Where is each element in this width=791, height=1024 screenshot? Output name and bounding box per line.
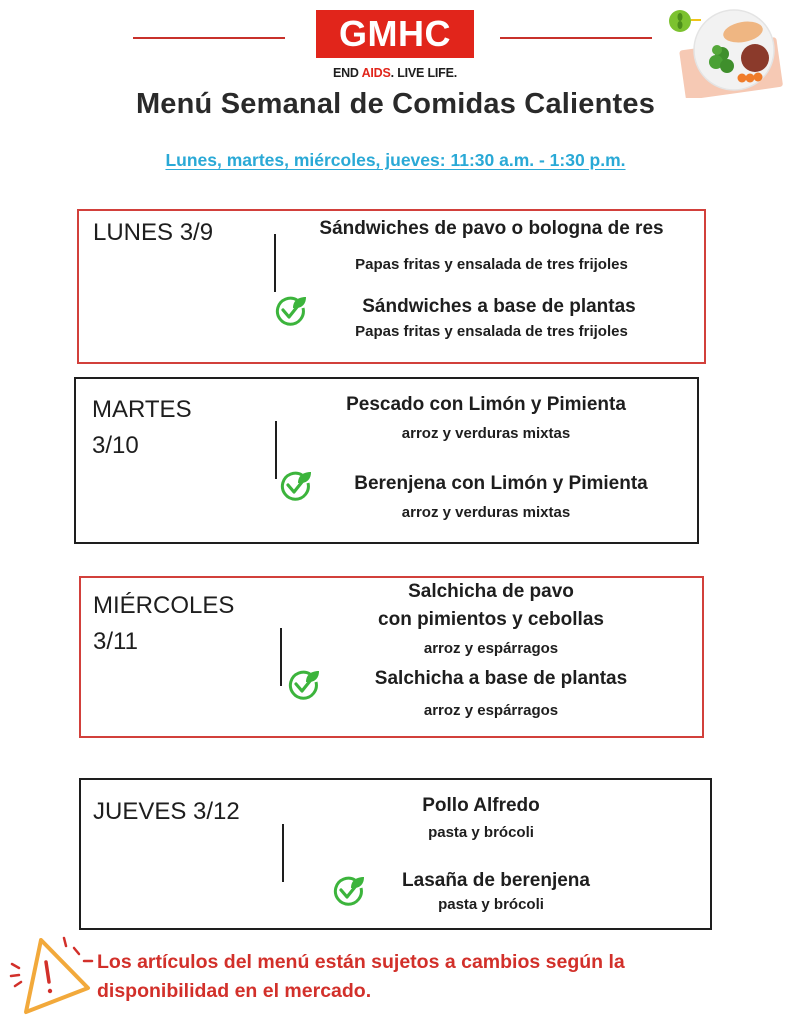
day-name: MARTES <box>92 396 192 423</box>
day-label <box>93 588 234 660</box>
availability-note <box>97 948 625 1006</box>
day-name: MIÉRCOLES <box>93 592 235 619</box>
main-sides: arroz y verduras mixtas <box>401 425 571 442</box>
plant-dish: Lasaña de berenjena <box>402 870 590 891</box>
vegan-check-icon <box>275 294 307 326</box>
food-plate-illustration <box>668 6 783 98</box>
vegan-check-icon <box>280 469 312 501</box>
plant-dish: Berenjena con Limón y Pimienta <box>354 473 648 494</box>
note-line-1: Los artículos del menú están sujetos a cambios según la <box>97 951 625 973</box>
day-label: JUEVES 3/12 <box>93 798 240 825</box>
main-dish-line1: Salchicha de pavo <box>408 581 574 602</box>
day-label <box>92 392 192 464</box>
divider <box>280 628 282 686</box>
divider <box>274 234 276 292</box>
day-card-monday <box>77 209 706 364</box>
day-label: LUNES 3/9 <box>93 219 214 246</box>
main-dish: Pescado con Limón y Pimienta <box>346 394 626 415</box>
plant-sides: pasta y brócoli <box>438 896 544 913</box>
plant-sides: arroz y verduras mixtas <box>401 504 571 521</box>
main-sides: Papas fritas y ensalada de tres frijoles <box>355 256 628 273</box>
header-rule-right <box>500 37 652 39</box>
warning-triangle-icon <box>6 934 101 1019</box>
vegan-check-icon <box>288 668 320 700</box>
divider <box>282 824 284 882</box>
main-dish: Pollo Alfredo <box>422 795 540 816</box>
plant-dish: Sándwiches a base de plantas <box>362 296 636 317</box>
tagline <box>316 66 474 80</box>
main-sides: pasta y brócoli <box>428 824 534 841</box>
gmhc-logo: GMHC <box>316 10 474 58</box>
day-date: 3/11 <box>93 628 138 655</box>
service-hours-link[interactable]: Lunes, martes, miércoles, jueves: 11:30 a.m. - 1:30 p.m. <box>165 150 626 170</box>
note-line-2: disponibilidad en el mercado. <box>97 980 372 1002</box>
header-rule-left <box>133 37 285 39</box>
day-card-wednesday <box>79 576 704 738</box>
day-card-tuesday <box>74 377 699 544</box>
plant-sides: Papas fritas y ensalada de tres frijoles <box>355 323 628 340</box>
main-sides: arroz y espárragos <box>423 640 559 657</box>
tagline-aids: AIDS <box>361 66 391 80</box>
day-card-thursday <box>79 778 712 930</box>
day-date: 3/10 <box>92 432 139 459</box>
main-dish: Sándwiches de pavo o bologna de res <box>319 218 664 239</box>
main-dish-line2: con pimientos y cebollas <box>378 609 604 630</box>
page-title: Menú Semanal de Comidas Calientes <box>135 88 656 120</box>
tagline-part1: END <box>332 66 362 80</box>
plant-dish: Salchicha a base de plantas <box>374 668 628 689</box>
plant-sides: arroz y espárragos <box>423 702 559 719</box>
tagline-part2: . LIVE LIFE. <box>390 66 458 80</box>
